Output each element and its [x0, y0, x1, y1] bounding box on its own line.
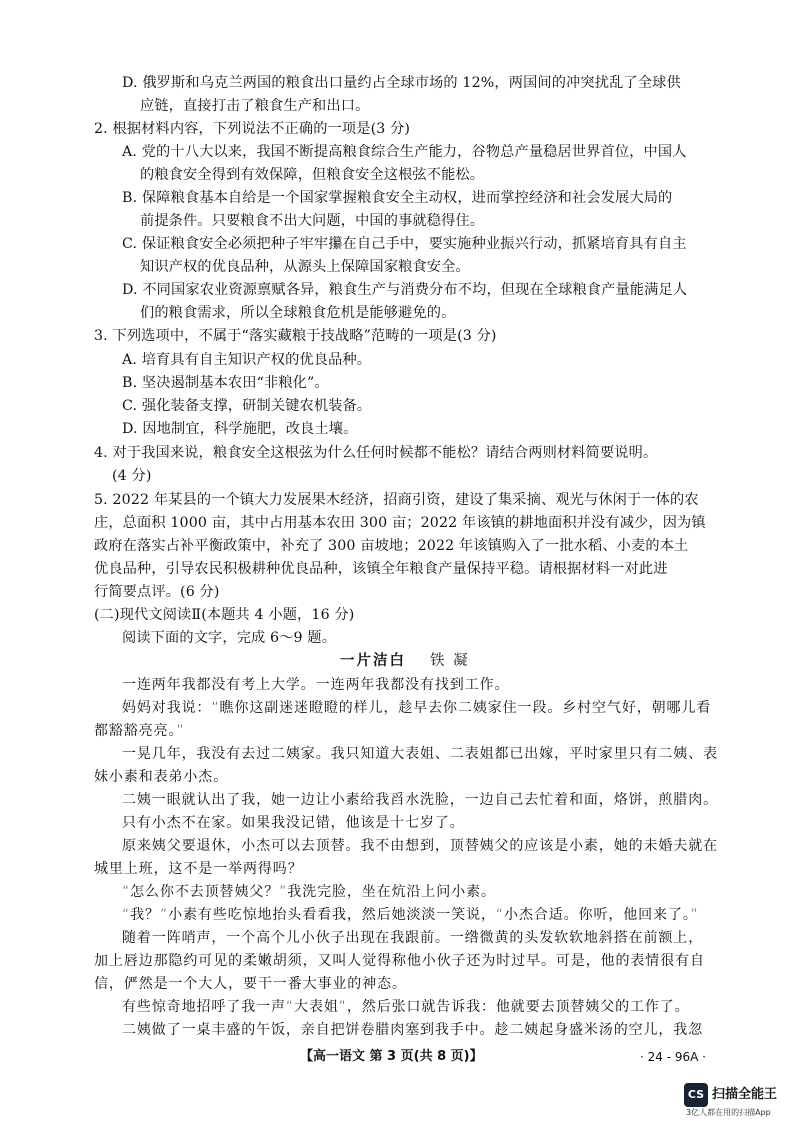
story-line: 一晃几年，我没有去过二姨家。我只知道大表姐、二表姐都已出嫁，平时家里只有二姨、表 — [122, 746, 718, 762]
q1-option-d-line2: 应链，直接打击了粮食生产和出口。 — [140, 98, 370, 114]
q3-option-a: A. 培育具有自主知识产权的优良品种。 — [122, 352, 372, 368]
section-heading: (二)现代文阅读Ⅱ(本题共 4 小题，16 分) — [94, 607, 355, 623]
story-line: 二姨做了一桌丰盛的午饭，亲自把饼卷腊肉塞到我手中。趁二姨起身盛米汤的空儿，我忽 — [122, 1022, 704, 1038]
q2-option-c-line1: C. 保证粮食安全必须把种子牢牢攥在自己手中，要实施种业振兴行动，抓紧培育具有自主 — [122, 236, 687, 252]
story-line: 妈妈对我说：“瞧你这副迷迷瞪瞪的样儿，趁早去你二姨家住一段。乡村空气好，朝哪儿看 — [122, 700, 712, 716]
scanner-app-name: 扫描全能王 — [712, 1087, 778, 1102]
story-line: 只有小杰不在家。如果我没记错，他该是十七岁了。 — [122, 815, 465, 831]
story-line: “我？”小素有些吃惊地抬头看看我，然后她淡淡一笑说，“小杰合适。你听，他回来了。” — [122, 907, 699, 923]
story-line: 原来姨父要退休，小杰可以去顶替。我不由想到，顶替姨父的应该是小素，她的未婚夫就在 — [122, 838, 718, 854]
story-line: 妹小素和表弟小杰。 — [94, 769, 229, 785]
story-line: 加上唇边那隐约可见的柔嫩胡须，又叫人觉得称他小伙子还为时过早。可是，他的表情很有自 — [94, 953, 705, 969]
story-line: 二姨一眼就认出了我，她一边让小素给我舀水洗脸，一边自己去忙着和面，烙饼，煎腊肉。 — [122, 792, 718, 808]
q5-line5: 行简要点评。(6 分) — [94, 584, 220, 600]
story-line: 都豁豁亮亮。” — [94, 723, 185, 739]
q4-line2: (4 分) — [112, 468, 152, 484]
camscanner-logo-icon: CS — [684, 1083, 708, 1107]
q5-line1: 5. 2022 年某县的一个镇大力发展果木经济，招商引资，建设了集采摘、观光与休闲于一体的农 — [94, 492, 699, 508]
q2-option-b-line2: 前提条件。只要粮食不出大问题，中国的事就稳得住。 — [140, 213, 485, 229]
q2-option-a-line1: A. 党的十八大以来，我国不断提高粮食综合生产能力，谷物总产量稳居世界首位，中国人 — [122, 144, 687, 160]
footer-page-label: 【高一语文 第 3 页(共 8 页)】 — [300, 1049, 483, 1064]
story-line: 信，俨然是一个大人，要干一番大事业的神态。 — [94, 976, 407, 992]
q3-stem: 3. 下列选项中，不属于“落实藏粮于技战略”范畴的一项是(3 分) — [94, 328, 497, 344]
q5-line4: 优良品种，引导农民积极耕种优良品种，该镇全年粮食产量保持平稳。请根据材料一对此进 — [94, 561, 668, 577]
story-line: 随着一阵哨声，一个高个儿小伙子出现在我跟前。一绺微黄的头发软软地斜搭在前额上， — [122, 930, 704, 946]
q1-option-d-line1: D. 俄罗斯和乌克兰两国的粮食出口量约占全球市场的 12%，两国间的冲突扰乱了全球供 — [122, 75, 681, 91]
q5-line2: 庄，总面积 1000 亩，其中占用基本农田 300 亩；2022 年该镇的耕地面积并没有减少，因为镇 — [94, 515, 706, 531]
story-line: 城里上班，这不是一举两得吗？ — [94, 861, 303, 877]
q2-option-d-line2: 们的粮食需求，所以全球粮食危机是能够避免的。 — [140, 305, 456, 321]
q3-option-c: C. 强化装备支撑，研制关键农机装备。 — [122, 398, 372, 414]
story-line: 有些惊奇地招呼了我一声“大表姐”，然后张口就告诉我：他就要去顶替姨父的工作了。 — [122, 999, 690, 1015]
scanner-app-tagline: 3亿人都在用的扫描App — [686, 1108, 771, 1117]
q2-option-b-line1: B. 保障粮食基本自给是一个国家掌握粮食安全主动权，进而掌控经济和社会发展大局的 — [122, 190, 673, 206]
q2-option-d-line1: D. 不同国家农业资源禀赋各异，粮食生产与消费分布不均，但现在全球粮食产量能满足人 — [122, 282, 688, 298]
story-line: 一连两年我都没有考上大学。一连两年我都没有找到工作。 — [122, 677, 510, 693]
footer-code: · 24 - 96A · — [640, 1050, 706, 1064]
q3-option-b: B. 坚决遏制基本农田“非粮化”。 — [122, 375, 329, 391]
q2-option-c-line2: 知识产权的优良品种，从源头上保障国家粮食安全。 — [140, 259, 470, 275]
story-title: 一片洁白 — [340, 653, 406, 669]
q2-option-a-line2: 的粮食安全得到有效保障，但粮食安全这根弦不能松。 — [140, 167, 485, 183]
q5-line3: 政府在落实占补平衡政策中，补充了 300 亩坡地；2022 年该镇购入了一批水稻、小麦的本土 — [94, 538, 689, 554]
q2-stem: 2. 根据材料内容，下列说法不正确的一项是(3 分) — [94, 121, 411, 137]
story-author: 铁 凝 — [430, 653, 470, 669]
story-line: “怎么你不去顶替姨父？”我洗完脸，坐在炕沿上问小素。 — [122, 884, 496, 900]
q4-line1: 4. 对于我国来说，粮食安全这根弦为什么任何时候都不能松？请结合两则材料简要说明。 — [94, 445, 658, 461]
q3-option-d: D. 因地制宜，科学施肥，改良土壤。 — [122, 421, 358, 437]
section-instruction: 阅读下面的文字，完成 6～9 题。 — [122, 630, 337, 646]
